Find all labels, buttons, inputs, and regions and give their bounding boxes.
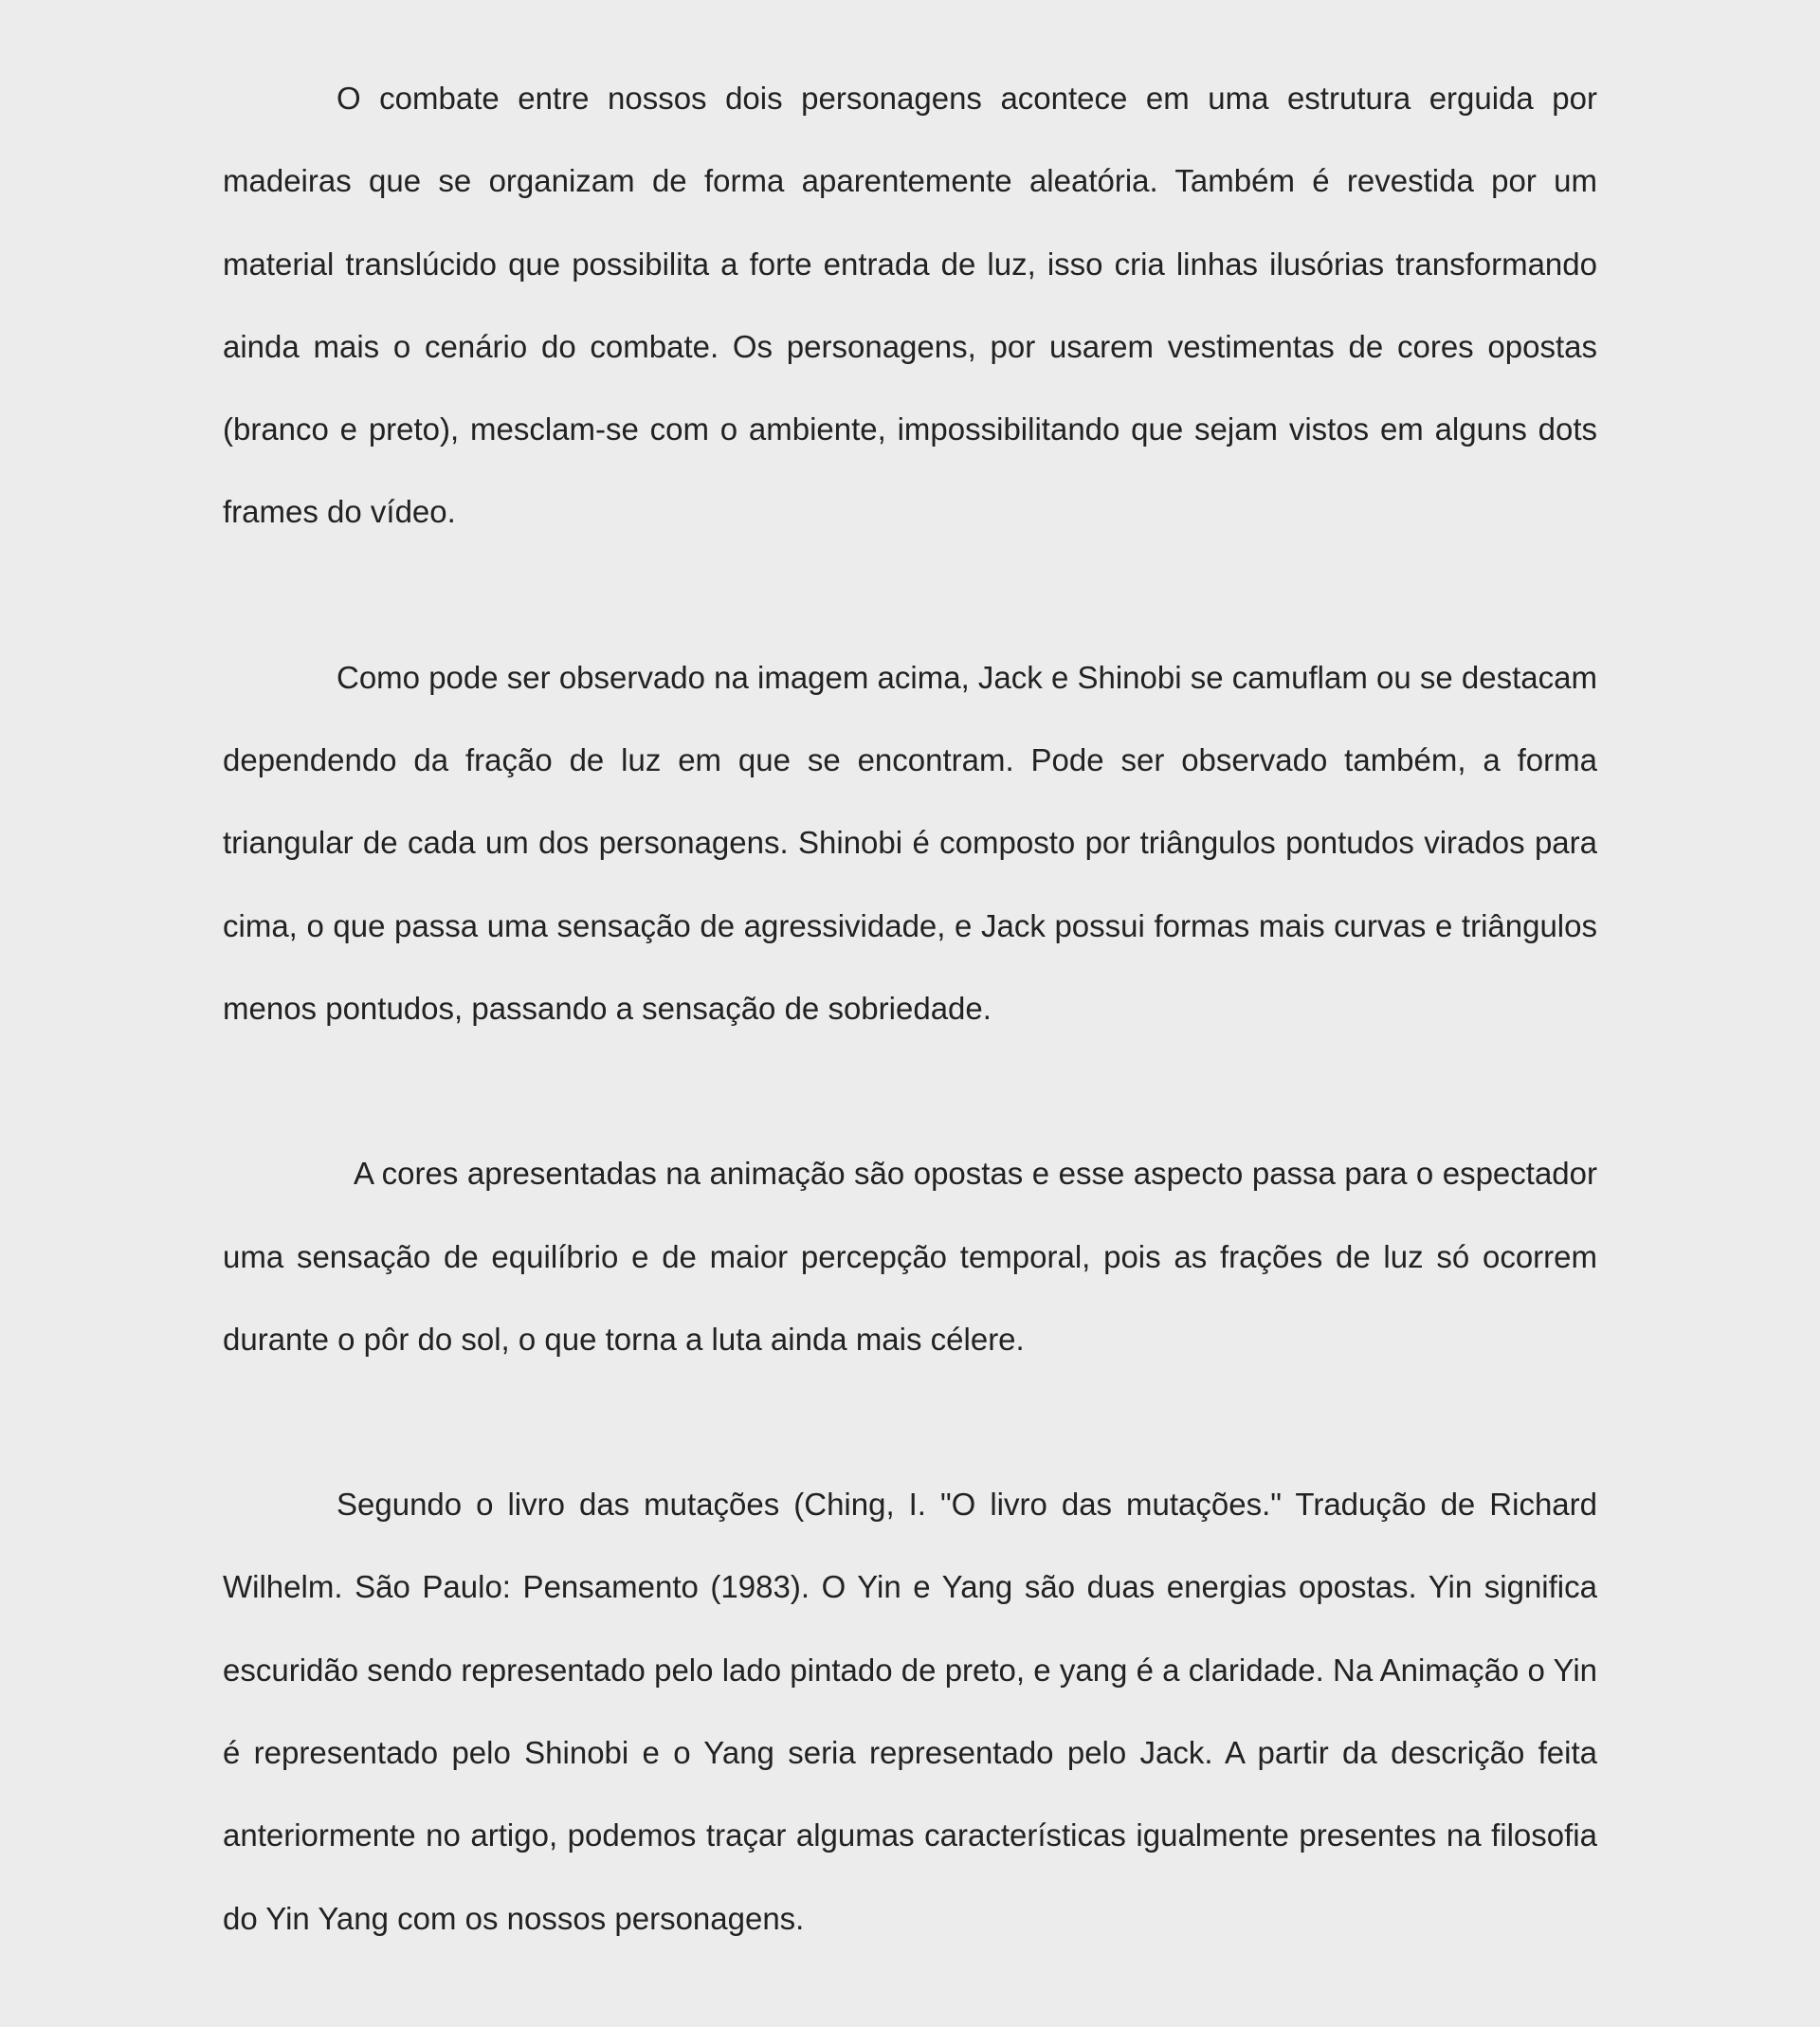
document-body [223, 57, 1597, 1960]
paragraph-2: Como pode ser observado na imagem acima, Jack e Shinobi se camuflam ou se destacam dependendo da fração de luz em que se encontram. Pode ser observado também, a forma triangular de cada um dos personagens. Shinobi é composto por triângulos pontudos virados para cima, o que passa uma sensação de agressividade, e Jack possui formas mais curvas e triângulos menos pontudos, passando a sensação de sobriedade. [223, 659, 1597, 1026]
paragraph-1: O combate entre nossos dois personagens acontece em uma estrutura erguida por madeiras que se organizam de forma aparentemente aleatória. Também é revestida por um material translúcido que possibilita a forte entrada de luz, isso cria linhas ilusórias transformando ainda mais o cenário do combate. Os personagens, por usarem vestimentas de cores opostas (branco e preto), mesclam-se com o ambiente, impossibilitando que sejam vistos em alguns dots frames do vídeo. [223, 81, 1597, 530]
paragraph-3: A cores apresentadas na animação são opostas e esse aspecto passa para o espectador uma sensação de equilíbrio e de maior percepção temporal, pois as frações de luz só ocorrem durante o pôr do sol, o que torna a luta ainda mais célere. [223, 1156, 1597, 1357]
paragraph-4: Segundo o livro das mutações (Ching, I. "O livro das mutações." Tradução de Richard Wilhelm. São Paulo: Pensamento (1983). O Yin e Yang são duas energias opostas. Yin significa escuridão sendo representado pelo lado pintado de preto, e yang é a claridade. Na Animação o Yin é representado pelo Shinobi e o Yang seria representado pelo Jack. A partir da descrição feita anteriormente no artigo, podemos traçar algumas características igualmente presentes na filosofia do Yin Yang com os nossos personagens. [223, 1487, 1597, 1936]
